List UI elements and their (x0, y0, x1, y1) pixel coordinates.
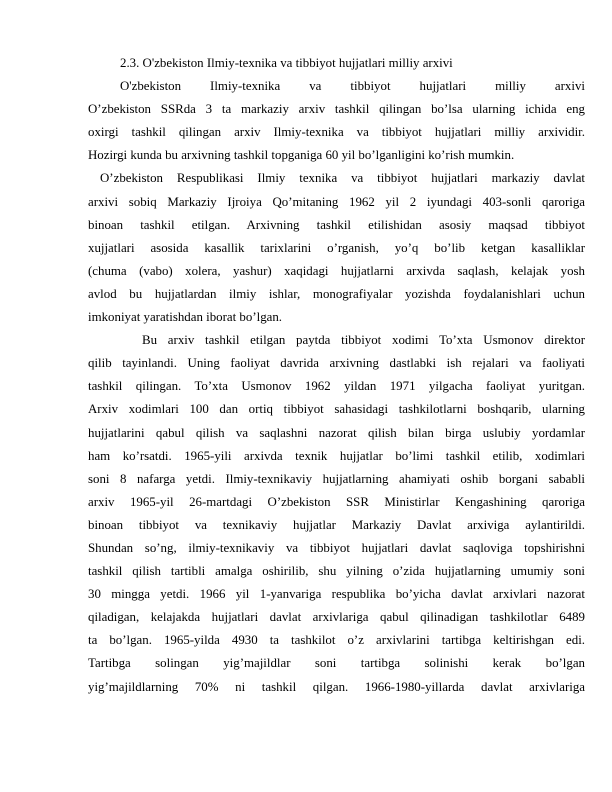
text-line: ham ko’rsatdi. 1965-yili arxivda texnik hujjatlar bo’limi tashkil etilib, xodimlari (88, 448, 585, 463)
section-heading: 2.3. O'zbekiston Ilmiy-texnika va tibbiyot hujjatlari milliy arxivi (120, 56, 453, 70)
text-line: arxivi sobiq Markaziy Ijroiya Qo’mitaning 1962 yil 2 iyundagi 403-sonli qaroriga (88, 194, 585, 209)
text-line: avlod bu hujjatlardan ilmiy ishlar, monografiyalar yozishda foydalanishlari uchun (88, 286, 585, 301)
text-line: yig’majildlarning 70% ni tashkil qilgan. 1966-1980-yillarda davlat arxivlariga (88, 679, 585, 694)
text-line: tashkil qilish tartibli amalga oshirilib, shu yilning o’zida hujjatlarning umumiy soni (88, 564, 585, 579)
text-line: Bu arxiv tashkil etilgan paytda tibbiyot xodimi To’xta Usmonov direktor (142, 333, 585, 348)
document-body (88, 52, 585, 699)
text-line: O’zbekiston SSRda 3 ta markaziy arxiv tashkil qilingan bo’lsa ularning ichida eng (88, 102, 585, 117)
text-line: ta bo’lgan. 1965-yilda 4930 ta tashkilot o’z arxivlarini tartibga keltirishgan edi. (88, 633, 585, 648)
text-line: qiladigan, kelajakda hujjatlari davlat arxivlariga qabul qilinadigan tashkilotlar 6489 (88, 610, 585, 625)
text-line: O'zbekiston Ilmiy-texnika va tibbiyot hujjatlari milliy arxivi (120, 79, 585, 94)
text-line: Tartibga solingan yig’majildlar soni tartibga solinishi kerak bo’lgan (88, 656, 585, 671)
text-line: Arxiv xodimlari 100 dan ortiq tibbiyot sahasidagi tashkilotlarni boshqarib, ularning (88, 402, 585, 417)
text-line: Shundan so’ng, ilmiy-texnikaviy va tibbiyot hujjatlari davlat saqloviga topshirishni (88, 540, 585, 555)
text-line: oxirgi tashkil qilingan arxiv Ilmiy-texnika va tibbiyot hujjatlari milliy arxividir. (88, 125, 585, 140)
text-line: tashkil qilingan. To’xta Usmonov 1962 yildan 1971 yilgacha faoliyat yuritgan. (88, 379, 585, 394)
text-line: 30 mingga yetdi. 1966 yil 1-yanvariga respublika bo’yicha davlat arxivlari nazorat (88, 587, 585, 602)
paragraph-2 (88, 167, 585, 329)
text-line: binoan tibbiyot va texnikaviy hujjatlar Markaziy Davlat arxiviga aylantirildi. (88, 517, 585, 532)
paragraph-1 (88, 75, 585, 167)
paragraph-3 (88, 329, 585, 699)
text-line: imkoniyat yaratishdan iborat bo’lgan. (88, 310, 283, 325)
text-line: xujjatlari asosida kasallik tarixlarini o’rganish, yo’q bo’lib ketgan kasalliklar (88, 240, 585, 255)
text-line: soni 8 nafarga yetdi. Ilmiy-texnikaviy hujjatlarning ahamiyati oshib borgani sababli (88, 471, 585, 486)
text-line: qilib tayinlandi. Uning faoliyat davrida arxivning dastlabki ish rejalari va faoliyati (88, 356, 585, 371)
text-line: hujjatlarini qabul qilish va saqlashni nazorat qilish bilan birga uslubiy yordamlar (88, 425, 585, 440)
text-line: (chuma (vabo) xolera, yashur) xaqidagi hujjatlarni arxivda saqlash, kelajak yosh (88, 263, 585, 278)
text-line: arxiv 1965-yil 26-martdagi O’zbekiston SSR Ministirlar Kengashining qaroriga (88, 494, 585, 509)
text-line: O’zbekiston Respublikasi Ilmiy texnika va tibbiyot hujjatlari markaziy davlat (100, 171, 585, 186)
text-line: binoan tashkil etilgan. Arxivning tashkil etilishidan asosiy maqsad tibbiyot (88, 217, 585, 232)
text-line: Hozirgi kunda bu arxivning tashkil topganiga 60 yil bo’lganligini ko’rish mumkin. (88, 148, 515, 163)
